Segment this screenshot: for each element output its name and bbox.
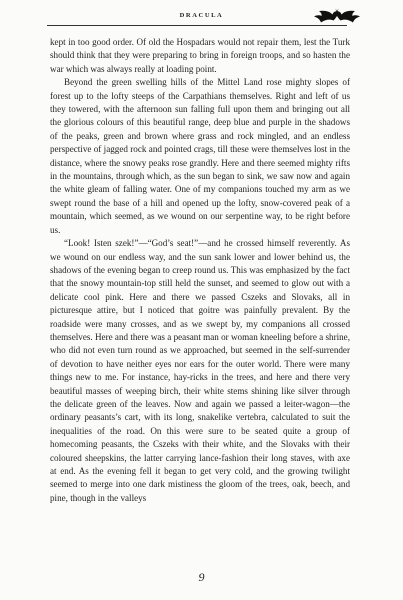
paragraph: kept in too good order. Of old the Hospadars would not repair them, lest the Turk should think that they were preparing to bring in foreign troops, and so hasten the war which was always really at loading point. (50, 37, 350, 74)
header-rule (47, 25, 347, 26)
running-head: DRACULA (179, 12, 224, 19)
paragraph: “Look! Isten szek!”—“God’s seat!”—and he crossed himself reverently. As we wound on our endless way, and the sun sank lower and lower behind us, the shadows of the evening began to creep round us. This was emphasized by the fact that the snowy mountain-top still held the sunset, and seemed to glow out with a delicate cool pink. Here and there we passed Cszeks and Slovaks, all in picturesque attire, but I noticed that goitre was painfully prevalent. By the roadside were many crosses, and as we swept by, my companions all crossed themselves. Here and there was a peasant man or woman kneeling before a shrine, who did not even turn round as we approached, but seemed in the self-surrender of devotion to have neither eyes nor ears for the outer world. There were many things new to me. For instance, hay-ricks in the trees, and here and there very beautiful masses of weeping birch, their white stems shining like silver through the delicate green of the leaves. Now and again we passed a leiter-wagon—the ordinary peasants’s cart, with its long, snakelike vertebra, calculated to suit the inequalities of the road. On this were sure to be seated quite a group of homecoming peasants, the Cszeks with their white, and the Slovaks with their coloured sheepskins, the latter carrying lance-fashion their long staves, with axe at end. As the evening fell it began to get very cold, and the growing twilight seemed to merge into one dark mistiness the gloom of the trees, oak, beech, and pine, though in the valleys (50, 238, 350, 503)
page-number: 9 (198, 570, 205, 584)
body-text (50, 36, 350, 505)
bat-icon (313, 5, 361, 27)
paragraph: Beyond the green swelling hills of the Mittel Land rose mighty slopes of forest up to the lofty steeps of the Carpathians themselves. Right and left of us they towered, with the afternoon sun falling full upon them and bringing out all the glorious colours of this beautiful range, deep blue and purple in the shadows of the peaks, green and brown where grass and rock mingled, and an endless perspective of jagged rock and pointed crags, till these were themselves lost in the distance, where the snowy peaks rose grandly. Here and there seemed mighty rifts in the mountains, through which, as the sun began to sink, we saw now and again the white gleam of falling water. One of my companions touched my arm as we swept round the base of a hill and opened up the lofty, snow-covered peak of a mountain, which seemed, as we wound on our serpentine way, to be right before us. (50, 77, 350, 235)
